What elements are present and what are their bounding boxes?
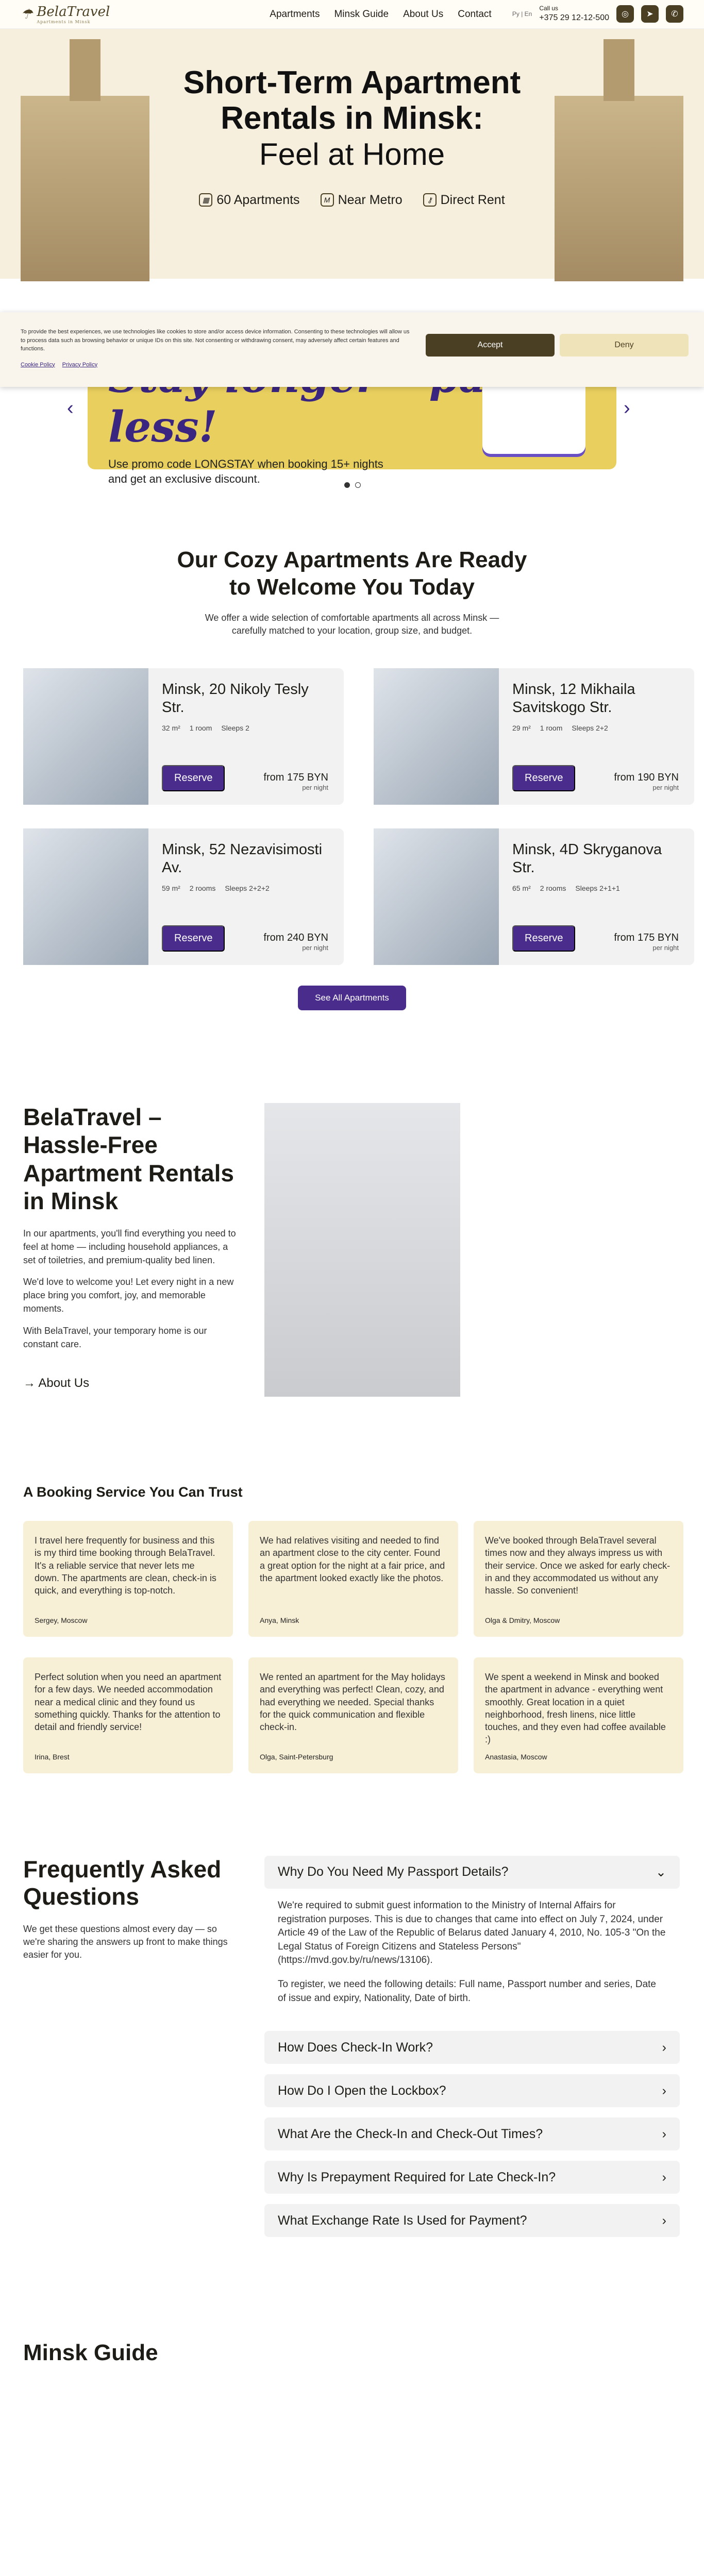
building-icon: ▦: [199, 193, 212, 207]
apartment-name[interactable]: Minsk, 4D Skryganova Str.: [512, 841, 662, 876]
apartment-photo[interactable]: [23, 828, 148, 965]
reviews-section: [0, 1484, 704, 1773]
chevron-right-icon: ›: [662, 2083, 666, 2098]
about-us-link[interactable]: → About Us: [23, 1376, 90, 1390]
about-paragraph: In our apartments, you'll find everything you need to feel at home — including household appliances, a set of toiletries, and premium-quality bed linen.: [23, 1228, 236, 1266]
apartment-card[interactable]: [23, 668, 344, 805]
slider-prev-icon[interactable]: ‹: [67, 397, 74, 419]
faq-question[interactable]: What Exchange Rate Is Used for Payment? ›: [264, 2204, 680, 2237]
feature-apartments: ▦ 60 Apartments: [199, 193, 299, 208]
nav-about[interactable]: About Us: [403, 8, 444, 20]
faq-question-open[interactable]: Why Do You Need My Passport Details? ⌄: [264, 1856, 680, 1889]
review-author: Anya, Minsk: [260, 1616, 299, 1625]
slider-dot-2[interactable]: [355, 482, 361, 488]
sleeps: Sleeps 2+2: [572, 723, 608, 732]
logo[interactable]: ☂ BelaTravel Apartments in Minsk: [21, 4, 110, 24]
review-author: Sergey, Moscow: [35, 1616, 88, 1625]
chevron-right-icon: ›: [662, 2126, 666, 2141]
metro-icon: M: [321, 193, 334, 207]
post-image[interactable]: [248, 2386, 458, 2567]
whatsapp-icon[interactable]: ✆: [666, 5, 683, 23]
chevron-down-icon: ⌄: [656, 1865, 666, 1879]
faq-question[interactable]: Why Is Prepayment Required for Late Check-In? ›: [264, 2161, 680, 2194]
faq-question[interactable]: What Are the Check-In and Check-Out Times? ›: [264, 2117, 680, 2150]
sleeps: Sleeps 2+1+1: [575, 884, 620, 892]
rooms: 2 rooms: [540, 884, 566, 892]
price: from 240 BYN per night: [263, 931, 328, 952]
review-card: We spent a weekend in Minsk and booked the apartment in advance - everything went smoothly. Great location in a quiet neighborhood, fresh linens, nice little touches, and they even had coffee available :) Anastasia, Moscow: [474, 1657, 683, 1773]
reserve-button[interactable]: Reserve: [162, 765, 225, 791]
hero: [0, 29, 704, 279]
hero-building-left: [21, 96, 149, 281]
accept-button[interactable]: Accept: [426, 334, 555, 357]
review-author: Anastasia, Moscow: [485, 1753, 547, 1761]
cookie-policy-link[interactable]: Cookie Policy: [21, 361, 55, 368]
apartment-card[interactable]: [374, 828, 694, 965]
area: 32 m²: [162, 723, 180, 732]
post-image[interactable]: [23, 2386, 233, 2567]
faq-section: [0, 1856, 704, 2340]
chevron-right-icon: ›: [662, 2213, 666, 2228]
review-card: We rented an apartment for the May holidays and everything was perfect! Clean, cozy, and had everything we needed. Special thanks for the quick communication and flexible check-in. Olga, Saint-Petersburg: [248, 1657, 458, 1773]
deny-button[interactable]: Deny: [560, 334, 689, 357]
nav-guide[interactable]: Minsk Guide: [334, 8, 389, 20]
logo-icon: ☂: [21, 6, 33, 22]
review-author: Olga & Dmitry, Moscow: [485, 1616, 560, 1625]
post-image[interactable]: [474, 2386, 683, 2567]
sleeps: Sleeps 2: [221, 723, 249, 732]
hero-subtitle: Feel at Home: [259, 137, 445, 172]
rooms: 1 room: [189, 723, 212, 732]
instagram-icon[interactable]: ◎: [616, 5, 634, 23]
guide-post[interactable]: [23, 2386, 233, 2576]
privacy-policy-link[interactable]: Privacy Policy: [62, 361, 98, 368]
review-card: I travel here frequently for business and this is my third time booking through BelaTravel. It's a reliable service that never lets me down. The apartments are clean, check-in is quick, and everything is top-notch. Sergey, Moscow: [23, 1521, 233, 1637]
hero-building-right: [555, 96, 683, 281]
apartment-card[interactable]: [374, 668, 694, 805]
chevron-right-icon: ›: [662, 2040, 666, 2055]
reserve-button[interactable]: Reserve: [512, 925, 575, 952]
phone-block[interactable]: Call us +375 29 12-12-500: [539, 5, 609, 22]
guide-title: Minsk Guide: [23, 2340, 158, 2365]
about-image: [264, 1103, 460, 1397]
apartment-photo[interactable]: [374, 668, 499, 805]
nav-contact[interactable]: Contact: [458, 8, 492, 20]
apartment-card[interactable]: [23, 828, 344, 965]
apartment-photo[interactable]: [23, 668, 148, 805]
slider-next-icon[interactable]: ›: [624, 397, 630, 419]
faq-question[interactable]: How Do I Open the Lockbox? ›: [264, 2074, 680, 2107]
about-paragraph: With BelaTravel, your temporary home is our constant care.: [23, 1325, 207, 1349]
about-title: BelaTravel – Hassle-Free Apartment Rentals in Minsk: [23, 1103, 234, 1214]
apartments-title: Our Cozy Apartments Are Ready to Welcome You Today: [177, 547, 527, 600]
area: 59 m²: [162, 884, 180, 892]
apartment-name[interactable]: Minsk, 20 Nikoly Tesly Str.: [162, 681, 309, 716]
reserve-button[interactable]: Reserve: [162, 925, 225, 952]
review-author: Olga, Saint-Petersburg: [260, 1753, 333, 1761]
cookie-text: To provide the best experiences, we use technologies like cookies to store and/or access device information. Consenting to these technologies will allow us to process data such as browsing behavior or unique IDs on this site. Not consenting or withdrawing consent, may adversely affect certain features and functions.: [21, 329, 410, 352]
price: from 190 BYN per night: [614, 771, 679, 791]
apartment-name[interactable]: Minsk, 52 Nezavisimosti Av.: [162, 841, 323, 876]
review-card: We've booked through BelaTravel several times now and they always impress us with their service. Once we asked for early check-in and they accommodated us without any hassle. So convenient! Olga & Dmitry, Moscow: [474, 1521, 683, 1637]
area: 65 m²: [512, 884, 531, 892]
language-switch[interactable]: Ру | En: [512, 10, 532, 18]
telegram-icon[interactable]: ➤: [641, 5, 659, 23]
about-section: [0, 1103, 704, 1453]
review-card: Perfect solution when you need an apartment for a few days. We needed accommodation near a medical clinic and they found us something quickly. Thanks for the attention to detail and friendly service! Irina, Brest: [23, 1657, 233, 1773]
key-icon: ⚷: [423, 193, 437, 207]
chevron-right-icon: ›: [662, 2170, 666, 2184]
price: from 175 BYN per night: [263, 771, 328, 791]
rooms: 2 rooms: [189, 884, 216, 892]
apartment-photo[interactable]: [374, 828, 499, 965]
apartments-subtitle: We offer a wide selection of comfortable apartments all across Minsk — carefully matched to your location, group size, and budget.: [205, 612, 499, 636]
arrow-right-icon: →: [23, 1376, 39, 1390]
faq-question[interactable]: How Does Check-In Work? ›: [264, 2031, 680, 2064]
reserve-button[interactable]: Reserve: [512, 765, 575, 791]
price: from 175 BYN per night: [614, 931, 679, 952]
feature-metro: M Near Metro: [321, 193, 403, 208]
review-card: We had relatives visiting and needed to find an apartment close to the city center. Found a great option for the night at a fair price, and the apartment looked exactly like the photos. Anya, Minsk: [248, 1521, 458, 1637]
apartments-section: [0, 521, 704, 1010]
area: 29 m²: [512, 723, 531, 732]
main-nav: [270, 9, 491, 20]
promo-text: Use promo code LONGSTAY when booking 15+ nights and get an exclusive discount.: [108, 457, 383, 485]
feature-direct: ⚷ Direct Rent: [423, 193, 505, 208]
hero-title: Short-Term Apartment Rentals in Minsk:: [183, 65, 521, 137]
guide-post[interactable]: [248, 2386, 458, 2576]
faq-subtitle: We get these questions almost every day — so we're sharing the answers up front to make things easier for you.: [23, 1923, 228, 1960]
about-paragraph: We'd love to welcome you! Let every night in a new place bring you comfort, joy, and memorable moments.: [23, 1277, 234, 1314]
rooms: 1 room: [540, 723, 563, 732]
nav-apartments[interactable]: Apartments: [270, 8, 320, 20]
faq-answer: We're required to submit guest information to the Ministry of Internal Affairs for registration purposes. This is due to changes that came into effect on July 7, 2024, under Article 49 of the Law of the Republic of Belarus dated January 4, 2010, No. 105-3 "On the Legal Status of Foreign Citizens and Stateless Persons" (https://mvd.gov.by/ru/news/13106). To register, we need the following details: Full name, Passport number and series, Date of issue and expiry, Nationality, Date of birth.: [278, 1900, 666, 2004]
slider-dot-1[interactable]: [344, 482, 350, 488]
site-header: [0, 0, 704, 29]
promo-title: less!: [108, 402, 217, 452]
apartment-name[interactable]: Minsk, 12 Mikhaila Savitskogo Str.: [512, 681, 635, 716]
reviews-title: A Booking Service You Can Trust: [23, 1484, 243, 1500]
review-author: Irina, Brest: [35, 1753, 70, 1761]
faq-title: Frequently Asked Questions: [23, 1855, 222, 1910]
cookie-banner: [0, 312, 704, 387]
guide-post[interactable]: [474, 2386, 683, 2576]
guide-section: [0, 2340, 704, 2576]
sleeps: Sleeps 2+2+2: [225, 884, 270, 892]
see-all-apartments-button[interactable]: See All Apartments: [298, 986, 406, 1010]
